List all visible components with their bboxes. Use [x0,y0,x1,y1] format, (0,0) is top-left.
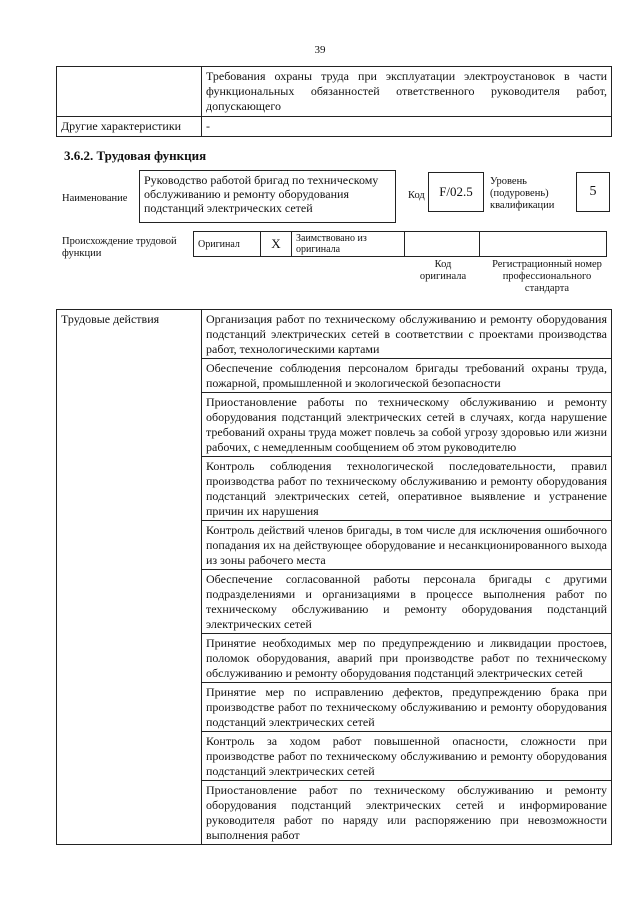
code-value: F/02.5 [428,172,484,212]
labor-action-item: Контроль действий членов бригады, в том числе для исключения ошибочного попадания их на действующее оборудование и несанкционированного выхода из зоны рабочего места [202,521,612,570]
table-row [194,232,607,257]
page-number: 39 [314,44,326,56]
empty-cell [57,67,202,117]
original-code-cell [405,232,480,257]
code-label: Код [408,190,425,201]
function-name-box: Руководство работой бригад по техническому обслуживанию и ремонту оборудования подстанций электрических сетей [139,170,396,223]
original-code-caption: Код оригинала [419,259,467,282]
labor-action-item: Принятие мер по исправлению дефектов, предупреждению брака при производстве работ по техническому обслуживанию и ремонту оборудования подстанций электрических сетей [202,683,612,732]
table-row [57,117,612,137]
other-characteristics-value: - [202,117,612,137]
original-label: Оригинал [194,232,261,257]
labor-action-item: Контроль за ходом работ повышенной опасности, сложности при производстве работ по техническому обслуживанию и ремонту оборудования подстанций электрических сетей [202,732,612,781]
origin-label: Происхождение трудовой функции [62,236,177,259]
original-mark: X [261,232,292,257]
labor-action-item: Контроль соблюдения технологической последовательности, правил производства работ по техническому обслуживанию и ремонту оборудования подстанций электрических сетей, оперативное выявление и устранение причин их нарушения [202,457,612,521]
table-row [57,310,612,359]
labor-action-item: Обеспечение соблюдения персоналом бригады требований охраны труда, пожарной, промышленной и экологической безопасности [202,359,612,393]
labor-action-item: Обеспечение согласованной работы персонала бригады с другими подразделениями и организациями в процессе выполнения работ по техническому обслуживанию и ремонту оборудования подстанций электрических сетей [202,570,612,634]
table-row [57,67,612,117]
registration-number-caption: Регистрационный номер профессионального стандарта [492,259,602,294]
qualification-level-label: Уровень (подуровень) квалификации [490,176,555,211]
labor-action-item: Приостановление работы по техническому обслуживанию и ремонту оборудования подстанций электрических сетей в случаях, когда нарушение требований охраны труда может повлечь за собой угрозу здоровью или жизни рабочих, с немедленным сообщением об этом руководителю [202,393,612,457]
labor-actions-label: Трудовые действия [57,310,202,845]
borrowed-label: Заимствовано из оригинала [292,232,405,257]
qualification-level-value: 5 [576,172,610,212]
origin-table [193,231,607,257]
name-label: Наименование [62,193,128,204]
registration-number-cell [480,232,607,257]
section-title: 3.6.2. Трудовая функция [64,148,207,163]
labor-action-item: Приостановление работ по техническому обслуживанию и ремонту оборудования подстанций электрических сетей и информирование руководителя работ по наряду или распоряжению при невозможности выполнения работ [202,781,612,845]
other-characteristics-label: Другие характеристики [57,117,202,137]
requirements-text: Требования охраны труда при эксплуатации электроустановок в части функциональных обязанностей ответственного руководителя работ, допускающего [202,67,612,117]
labor-action-item: Организация работ по техническому обслуживанию и ремонту оборудования подстанций электрических сетей в соответствии с проектами производства работ, технологическими картами [202,310,612,359]
labor-action-item: Принятие необходимых мер по предупреждению и ликвидации простоев, поломок оборудования, аварий при производстве работ по техническому обслуживанию и ремонту оборудования подстанций электрических сетей [202,634,612,683]
labor-actions-table [56,309,612,845]
requirements-table [56,66,612,137]
